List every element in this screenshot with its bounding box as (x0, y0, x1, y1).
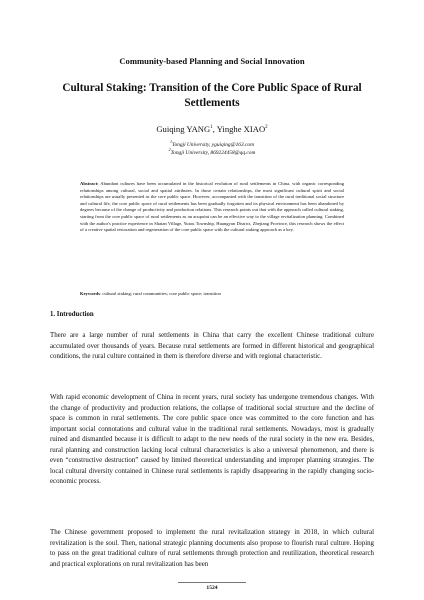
author-name: Yinghe XIAO (216, 124, 266, 134)
body-paragraph: With rapid economic development of China in recent years, rural society has undergone tremendous changes. With the change of productivity and production relations, the collapse of traditional social structure and the decline of space is common in rural settlements. The core public space once was committed to the core function and has important social connotations and cultural value in the traditional rural settlements. Nowadays, most is gradually ruined and dismantled because it is difficult to adapt to the new needs of the rural society in the new era. Besides, rural planning and construction lacking local cultural characteristics is also a universal phenomenon, and there is even “constructive destruction” caused by limited theoretical understanding and improper planning strategies. The local cultural diversity contained in Chinese rural settlements is rapidly disappearing in the rapidly changing socio-economic process. (50, 394, 374, 485)
author-name: Guiqing YANG (156, 124, 211, 134)
affiliation-superscript: 2 (168, 147, 171, 152)
author-superscript: 1 (210, 125, 213, 131)
affiliation-superscript: 1 (169, 139, 172, 144)
page-number: 1524 (206, 585, 218, 591)
keywords-text: : cultural staking; rural communities; core public space; transition (99, 291, 221, 296)
abstract (80, 181, 344, 234)
abstract-text: Abundant cultures have been accumulated in the historical evolution of rural settlements in China, with organic corresponding relationships among cultural, social and spatial attributes. In those certain relationships, the most significant cultural spirit and social relationships are usually presented as the core public space. However, accompanied with the transition of the rural traditional social structure and cultural life, the core public space of rural settlements has been gradually forgotten and its physical environment has been abandoned by degrees because of the change of productivity and production relations. This research points out that with the approach called cultural staking, starting from the core public space of rural settlements as an acupoint can be an effective way to the village revitalization planning. Combined with the author's practice experience in Shatan Village, Yutou Township, Huangyan District, Zhejiang Province, this research shows the effect of a creative spatial restoration and regeneration of the core public space with the cultural staking approach as a key. (80, 181, 344, 233)
author-superscript: 2 (265, 125, 268, 131)
body-paragraph: The Chinese government proposed to implement the rural revitalization strategy in 2018, in which cultural revitalization is the soul. Then, national strategic planning documents also propose to flourish rural culture. Hoping to pass on the great traditional culture of rural settlements through protection and reutilization, theoretical research and practical explorations on rural revitalization has been (50, 529, 374, 568)
conference-title: Community-based Planning and Social Innovation (119, 56, 305, 66)
affiliation (0, 146, 424, 157)
affiliation-text: Tongji University, 869224458@qq.com (170, 149, 256, 156)
keywords (80, 291, 344, 297)
keywords-label: Keywords (80, 291, 100, 296)
footer-rule (178, 582, 246, 583)
body-paragraph: There are a large number of rural settlements in China that carry the excellent Chinese traditional culture accumulated over thousands of years. Because rural settlements are formed in different historical and geographical conditions, the rural culture contained in them is therefore diverse and with regional characteristic. (50, 332, 374, 360)
author-separator: , (212, 124, 217, 134)
author-line (0, 124, 424, 134)
affiliation-text: Tongji University, yguiqing@163.com (171, 141, 255, 148)
paper-title: Cultural Staking: Transition of the Core Public Space of Rural Settlements (62, 82, 362, 109)
section-heading: 1. Introduction (50, 311, 94, 318)
abstract-label: Abstract: (80, 181, 99, 186)
